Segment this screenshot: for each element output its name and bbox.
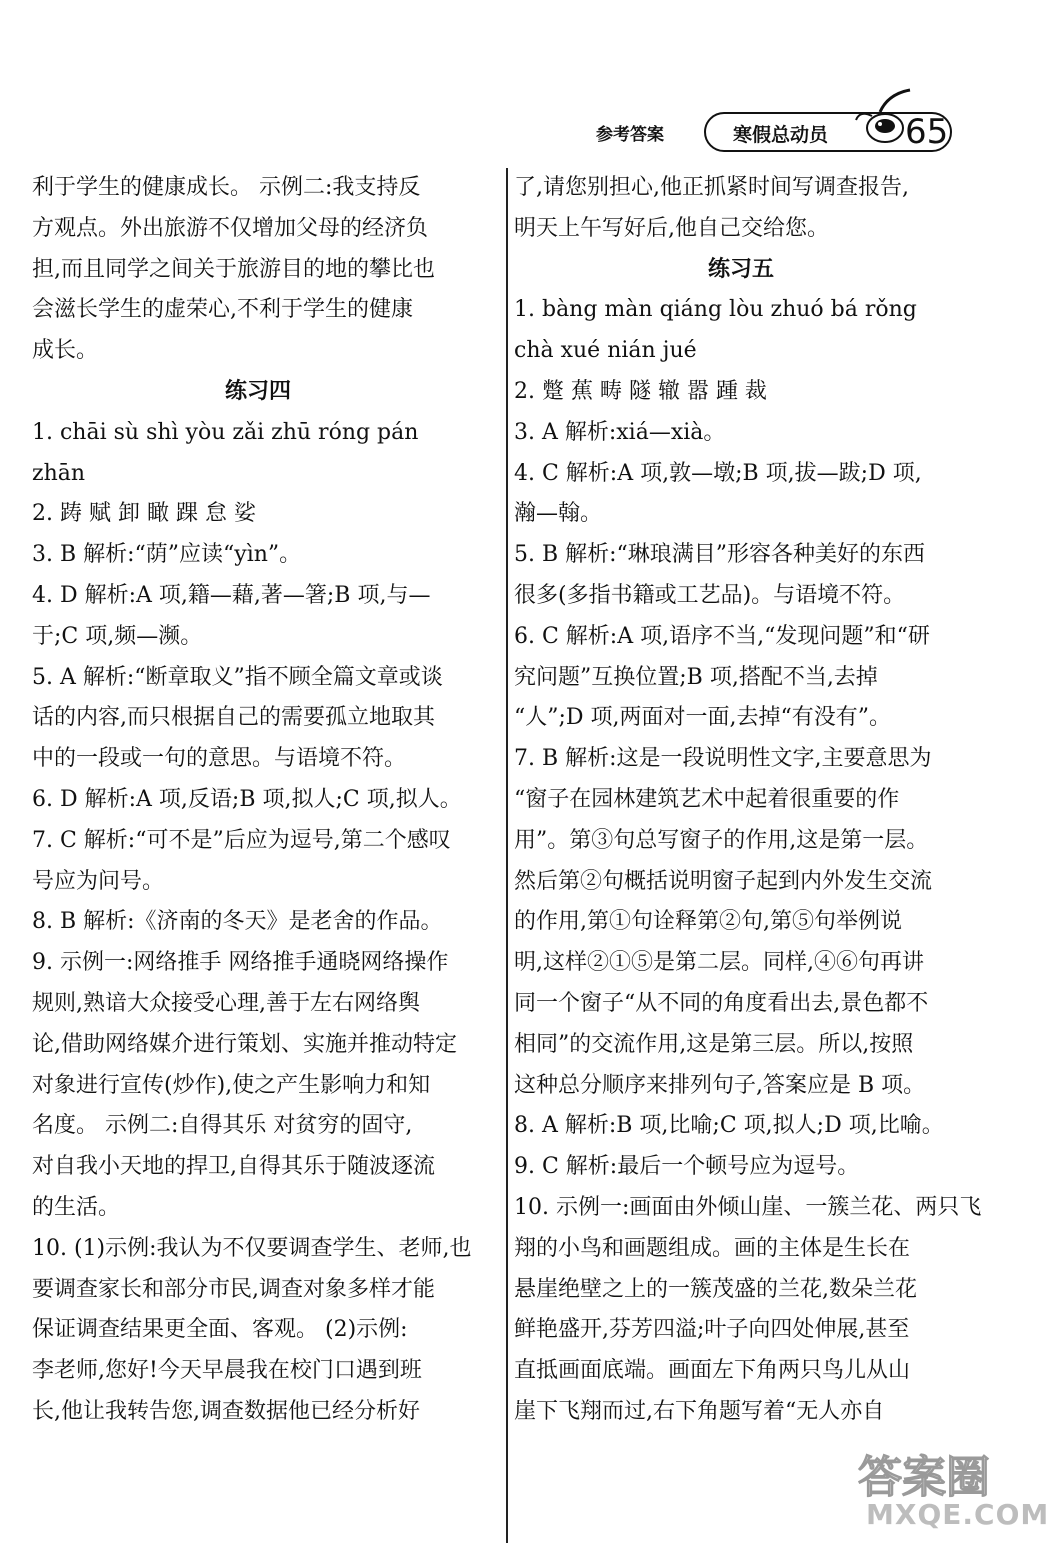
text-line: 方观点。外出旅游不仅增加父母的经济负: [32, 215, 429, 241]
text-line: 1. chāi sù shì yòu zǎi zhū róng pán: [32, 419, 419, 445]
text-line: 8. B 解析:《济南的冬天》是老舍的作品。: [32, 909, 443, 935]
text-line: 明,这样②①⑤是第二层。同样,④⑥句再讲: [514, 950, 924, 976]
text-line: “人”;D 项,两面对一面,去掉“有没有”。: [514, 705, 892, 731]
text-line: 6. D 解析:A 项,反语;B 项,拟人;C 项,拟人。: [32, 786, 462, 812]
text-line: 5. A 解析:“断章取义”指不顾全篇文章或谈: [32, 664, 443, 690]
text-line: 10. 示例一:画面由外倾山崖、一簇兰花、两只飞: [514, 1194, 982, 1220]
text-line: 这种总分顺序来排列句子,答案应是 B 项。: [514, 1072, 926, 1098]
text-line: 担,而且同学之间关于旅游目的地的攀比也: [32, 256, 435, 282]
section-title-exercise-4: 练习四: [224, 378, 291, 404]
text-line: 的生活。: [32, 1194, 121, 1220]
text-line: 很多(多指书籍或工艺品)。与语境不符。: [514, 582, 906, 608]
text-line: 利于学生的健康成长。 示例二:我支持反: [32, 175, 421, 200]
text-line: 7. C 解析:“可不是”后应为逗号,第二个感叹: [32, 827, 451, 853]
watermark-logo-icon: [848, 1448, 1008, 1503]
text-line: 长,他让我转告您,调查数据他已经分析好: [32, 1398, 420, 1424]
watermark: [848, 1448, 1049, 1532]
text-line: 然后第②句概括说明窗子起到内外发生交流: [514, 868, 933, 894]
text-line: 要调查家长和部分市民,调查对象多样才能: [32, 1276, 435, 1302]
section-title-exercise-5: 练习五: [707, 256, 774, 282]
text-line: 对象进行宣传(炒作),使之产生影响力和知: [32, 1072, 431, 1098]
text-line: 9. C 解析:最后一个顿号应为逗号。: [514, 1154, 860, 1180]
text-line: 7. B 解析:这是一段说明性文字,主要意思为: [514, 746, 932, 772]
header-label: 参考答案: [596, 125, 664, 145]
text-line: 名度。 示例二:自得其乐 对贫穷的固守,: [32, 1113, 413, 1139]
text-line: 了,请您别担心,他正抓紧时间写调查报告,: [514, 175, 909, 200]
text-line: 明天上午写好后,他自己交给您。: [514, 215, 829, 241]
text-line: 中的一段或一句的意思。与语境不符。: [32, 746, 407, 772]
text-line: 瀚—翰。: [514, 501, 603, 527]
text-line: chà xué nián jué: [514, 338, 697, 364]
text-line: 成长。: [32, 338, 99, 364]
page-header: [0, 108, 1024, 160]
text-line: zhān: [32, 460, 86, 486]
text-line: 同一个窗子“从不同的角度看出去,景色都不: [514, 990, 929, 1016]
text-line: 用”。第③句总写窗子的作用,这是第一层。: [514, 827, 929, 853]
text-line: 论,借助网络媒介进行策划、实施并推动特定: [32, 1031, 457, 1057]
text-line: 8. A 解析:B 项,比喻;C 项,拟人;D 项,比喻。: [514, 1113, 944, 1139]
text-line: 直抵画面底端。画面左下角两只鸟儿从山: [514, 1358, 911, 1384]
text-line: 4. C 解析:A 项,敦—墩;B 项,拔—跋;D 项,: [514, 460, 922, 486]
text-line: 鲜艳盛开,芬芳四溢;叶子向四处伸展,甚至: [514, 1317, 910, 1343]
text-line: 10. (1)示例:我认为不仅要调查学生、老师,也: [32, 1235, 472, 1261]
text-line: 于;C 项,频—濒。: [32, 623, 203, 649]
text-line: 翔的小鸟和画题组成。画的主体是生长在: [514, 1235, 911, 1261]
text-line: 保证调查结果更全面、客观。 (2)示例:: [32, 1317, 408, 1343]
column-divider: [506, 168, 508, 1543]
text-line: 李老师,您好!今天早晨我在校门口遇到班: [32, 1358, 422, 1384]
watermark-url: MXQE.COM: [866, 1498, 1049, 1531]
text-line: 相同”的交流作用,这是第三层。所以,按照: [514, 1031, 914, 1057]
text-line: 规则,熟谙大众接受心理,善于左右网络舆: [32, 990, 420, 1016]
text-line: 3. A 解析:xiá—xià。: [514, 419, 726, 445]
text-line: 4. D 解析:A 项,籍—藉,著—箸;B 项,与—: [32, 582, 431, 608]
text-line: 3. B 解析:“荫”应读“yìn”。: [32, 542, 302, 568]
text-line: 会滋长学生的虚荣心,不利于学生的健康: [32, 297, 413, 323]
text-line: 9. 示例一:网络推手 网络推手通晓网络操作: [32, 950, 449, 976]
text-line: 2. 蹩 蕉 畴 隧 辙 嚣 踵 裁: [514, 378, 767, 404]
text-line: 对自我小天地的捍卫,自得其乐于随波逐流: [32, 1154, 435, 1180]
watermark-logo-text: 答案圈: [858, 1452, 990, 1503]
text-line: 号应为问号。: [32, 868, 165, 894]
text-line: “窗子在园林建筑艺术中起着很重要的作: [514, 786, 900, 812]
text-line: 1. bàng màn qiáng lòu zhuó bá rǒng: [514, 297, 917, 323]
page-number: 65: [905, 112, 949, 152]
text-line: 悬崖绝壁之上的一簇茂盛的兰花,数朵兰花: [514, 1276, 917, 1302]
header-series-title: 寒假总动员: [733, 124, 829, 146]
text-line: 崖下飞翔而过,右下角题写着“无人亦自: [514, 1398, 885, 1424]
text-line: 的作用,第①句诠释第②句,第⑤句举例说: [514, 909, 902, 935]
text-line: 究问题”互换位置;B 项,搭配不当,去掉: [514, 664, 878, 690]
text-line: 话的内容,而只根据自己的需要孤立地取其: [32, 705, 435, 731]
text-line: 5. B 解析:“琳琅满目”形容各种美好的东西: [514, 542, 926, 568]
right-column: [514, 168, 982, 1433]
left-column: [32, 168, 484, 1433]
text-line: 6. C 解析:A 项,语序不当,“发现问题”和“研: [514, 623, 930, 649]
text-line: 2. 踌 赋 卸 瞰 踝 怠 娑: [32, 501, 256, 527]
